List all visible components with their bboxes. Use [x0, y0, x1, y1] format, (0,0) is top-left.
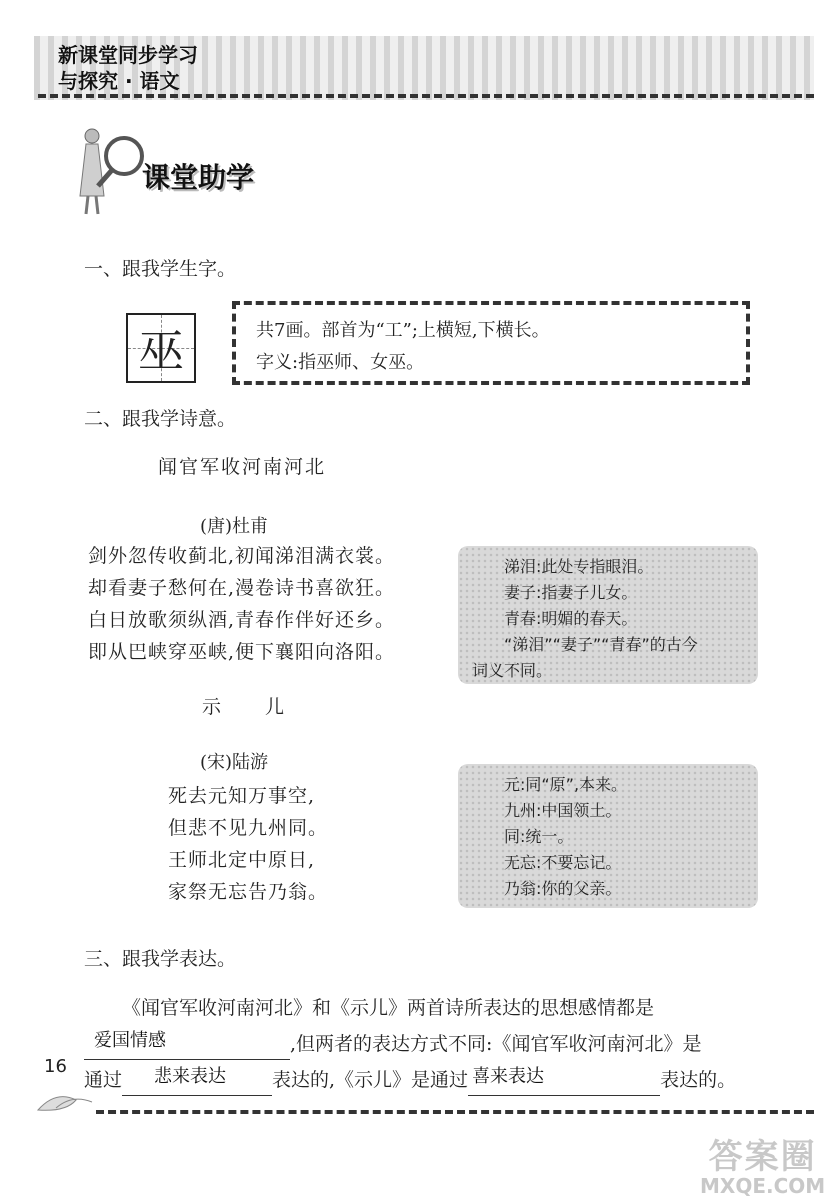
- note-line: 九州:中国领土。: [504, 801, 622, 820]
- character-info-box: [232, 301, 750, 385]
- character: 巫: [138, 324, 184, 378]
- poem-line: 王师北定中原日,: [168, 849, 316, 871]
- site-watermark: [700, 1137, 826, 1198]
- part3-heading: 三、跟我学表达。: [84, 948, 237, 970]
- expression-line1: 《闻官军收河南河北》和《示儿》两首诗所表达的思想感情都是: [122, 997, 655, 1019]
- answer-blank[interactable]: [468, 1067, 660, 1096]
- poem-line: 家祭无忘告乃翁。: [168, 881, 329, 903]
- footer-divider: [96, 1110, 814, 1114]
- note-line: 元:同“原”,本来。: [504, 775, 628, 794]
- poem-line: 却看妻子愁何在,漫卷诗书喜欲狂。: [88, 577, 396, 599]
- leaf-ornament-icon: [36, 1086, 96, 1116]
- poem1-title: 闻官军收河南河北: [158, 456, 327, 478]
- note-line: 妻子:指妻子儿女。: [504, 583, 638, 602]
- character-info-line1: 共7画。部首为“工”;上横短,下横长。: [256, 320, 550, 341]
- watermark-logo: 答案圈: [708, 1137, 817, 1177]
- note-line: 同:统一。: [504, 827, 574, 846]
- book-title-line2: 与探究 · 语文: [58, 69, 180, 93]
- expression-text: 表达的,《示儿》是通过: [272, 1069, 469, 1091]
- poem2-title: 示 儿: [202, 696, 287, 718]
- character-box: [126, 313, 196, 383]
- poem2-notes: [458, 764, 758, 908]
- poem-line: 剑外忽传收蓟北,初闻涕泪满衣裳。: [88, 545, 396, 567]
- poem-line: 白日放歌须纵酒,青春作伴好还乡。: [88, 609, 396, 631]
- note-line: 涕泪:此处专指眼泪。: [504, 557, 654, 576]
- note-line: 青春:明媚的春天。: [504, 609, 638, 628]
- watermark-url: MXQE.COM: [700, 1174, 826, 1198]
- section-title: 课堂助学: [142, 161, 255, 194]
- poem2-author: (宋)陆游: [200, 752, 269, 773]
- poem-line: 但悲不见九州同。: [168, 817, 329, 839]
- answer-blank[interactable]: [84, 1031, 290, 1060]
- poem1-body: [88, 540, 395, 668]
- poem-line: 即从巴峡穿巫峡,便下襄阳向洛阳。: [88, 641, 396, 663]
- note-line: “涕泪”“妻子”“青春”的古今: [504, 635, 698, 654]
- expression-text: 通过: [84, 1069, 123, 1091]
- answer-text: 爱国情感: [94, 1030, 166, 1051]
- answer-text: 喜来表达: [472, 1066, 545, 1087]
- expression-line3: [84, 1064, 764, 1096]
- poem1-notes: [458, 546, 758, 684]
- answer-text: 悲来表达: [154, 1066, 227, 1087]
- expression-text: 表达的。: [660, 1069, 737, 1091]
- note-line: 无忘:不要忘记。: [504, 853, 622, 872]
- part2-heading: 二、跟我学诗意。: [84, 408, 237, 430]
- note-line: 词义不同。: [472, 661, 553, 680]
- book-title-line1: 新课堂同步学习: [58, 43, 198, 67]
- part1-heading: 一、跟我学生字。: [84, 258, 237, 280]
- page-number: 16: [44, 1056, 67, 1077]
- expression-line2: [84, 1028, 764, 1060]
- poem2-body: [168, 780, 328, 908]
- expression-text: ,但两者的表达方式不同:《闻官军收河南河北》是: [290, 1033, 702, 1055]
- answer-blank[interactable]: [122, 1067, 272, 1096]
- poem-line: 死去元知万事空,: [168, 785, 316, 807]
- header-divider: [38, 94, 814, 98]
- note-line: 乃翁:你的父亲。: [504, 879, 622, 898]
- poem1-author: (唐)杜甫: [200, 516, 269, 537]
- book-title: [58, 42, 198, 94]
- magnifier-girl-icon: [78, 126, 148, 218]
- character-info-line2: 字义:指巫师、女巫。: [256, 352, 425, 373]
